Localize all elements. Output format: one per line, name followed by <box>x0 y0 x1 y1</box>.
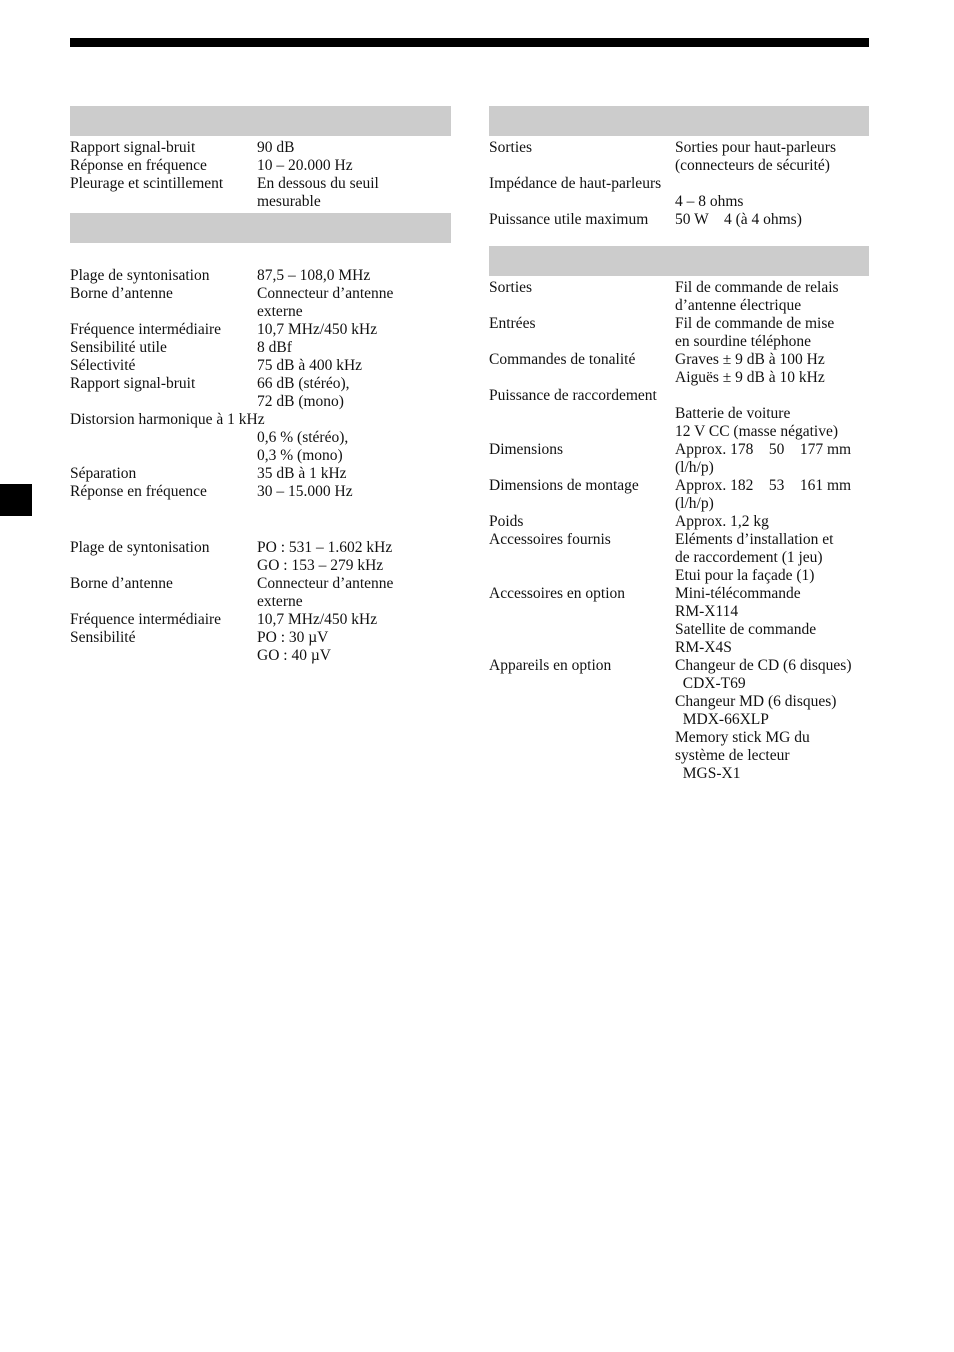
spec-value-line: Graves ± 9 dB à 100 Hz <box>675 351 825 368</box>
spec-value-line: 0,6 % (stéréo), <box>257 429 349 446</box>
spec-value-line: Batterie de voiture <box>675 405 791 422</box>
spec-value-line: 10,7 MHz/450 kHz <box>257 611 378 628</box>
spec-label: Sensibilité utile <box>70 339 167 356</box>
spec-value-line: en sourdine téléphone <box>675 333 812 350</box>
spec-label: Dimensions de montage <box>489 477 639 494</box>
spec-value-line: Approx. 182 53 161 mm <box>675 477 852 494</box>
spec-value-line: 10,7 MHz/450 kHz <box>257 321 378 338</box>
spec-row <box>70 139 451 157</box>
spec-value-line: 10 – 20.000 Hz <box>257 157 353 174</box>
spec-label: Entrées <box>489 315 536 332</box>
spec-label: Puissance de raccordement <box>489 387 657 404</box>
spec-value-line: Aiguës ± 9 dB à 10 kHz <box>675 369 825 386</box>
spec-value <box>675 315 869 351</box>
spec-value-line: 50 W 4 (à 4 ohms) <box>675 211 802 228</box>
spec-value <box>675 513 869 531</box>
spec-value <box>257 483 451 501</box>
spec-value-line <box>675 175 869 193</box>
spec-row <box>489 351 869 387</box>
spec-value-line: (l/h/p) <box>675 459 714 476</box>
spec-value-line: 4 – 8 ohms <box>675 193 744 210</box>
spec-row <box>489 513 869 531</box>
spec-row <box>70 157 451 175</box>
spec-row <box>70 575 451 611</box>
spec-row <box>489 139 869 175</box>
spec-label: Rapport signal-bruit <box>70 139 196 156</box>
spec-label: Distorsion harmonique à 1 kHz <box>70 411 265 428</box>
spec-label: Puissance utile maximum <box>489 211 649 228</box>
spec-value <box>675 657 869 783</box>
spec-label: Fréquence intermédiaire <box>70 321 222 338</box>
spec-value-line: Mini-télécommande <box>675 585 801 602</box>
spec-value-line: Fil de commande de relais <box>675 279 839 296</box>
spec-row <box>70 267 451 285</box>
general-specs <box>489 279 869 783</box>
spec-row <box>489 211 869 229</box>
spec-value-line: externe <box>257 593 303 610</box>
spec-value-line: (l/h/p) <box>675 495 714 512</box>
spec-value-line: 66 dB (stéréo), <box>257 375 350 392</box>
spec-row <box>70 539 451 575</box>
cassette-section-header <box>70 106 451 136</box>
spec-label: Accessoires fournis <box>489 531 611 548</box>
spec-value-line: CDX-T69 <box>675 675 746 692</box>
spec-row <box>489 279 869 315</box>
tuner-am-specs <box>70 539 451 665</box>
spec-value-line <box>675 387 869 405</box>
spec-label: Accessoires en option <box>489 585 626 602</box>
spec-value-line: 75 dB à 400 kHz <box>257 357 363 374</box>
spec-value <box>257 539 451 575</box>
spec-value <box>257 411 451 465</box>
spec-value <box>257 267 451 285</box>
spec-row <box>70 175 451 211</box>
spec-value-line: Approx. 1,2 kg <box>675 513 769 530</box>
spec-row <box>70 357 451 375</box>
spec-value <box>675 387 869 441</box>
spec-row <box>489 531 869 585</box>
spec-value <box>675 175 869 211</box>
spec-value-line: mesurable <box>257 193 321 210</box>
spec-label: Sélectivité <box>70 357 136 374</box>
spec-value-line: Changeur MD (6 disques) <box>675 693 837 710</box>
cassette-specs <box>70 139 451 211</box>
spec-value-line: 12 V CC (masse négative) <box>675 423 839 440</box>
spec-label: Sorties <box>489 279 533 296</box>
amplifier-specs <box>489 139 869 229</box>
spec-row <box>70 321 451 339</box>
spec-label: Appareils en option <box>489 657 612 674</box>
spec-value-line: RM-X114 <box>675 603 739 620</box>
spec-value-line: Connecteur d’antenne <box>257 285 394 302</box>
right-column <box>489 106 869 783</box>
spec-value <box>257 629 451 665</box>
spec-row <box>489 387 869 441</box>
spec-value-line: 35 dB à 1 kHz <box>257 465 347 482</box>
spec-value-line: En dessous du seuil <box>257 175 379 192</box>
spec-label: Fréquence intermédiaire <box>70 611 222 628</box>
spec-row <box>70 611 451 629</box>
spec-value-line: PO : 531 – 1.602 kHz <box>257 539 393 556</box>
top-rule <box>70 38 869 47</box>
spec-value-line: 0,3 % (mono) <box>257 447 343 464</box>
spec-value <box>257 139 451 157</box>
spec-value-line: 87,5 – 108,0 MHz <box>257 267 371 284</box>
spec-row <box>70 285 451 321</box>
spec-value <box>257 611 451 629</box>
left-column <box>70 106 451 665</box>
spec-row <box>489 477 869 513</box>
spec-label: Dimensions <box>489 441 564 458</box>
spec-value-line: Connecteur d’antenne <box>257 575 394 592</box>
spec-row <box>70 629 451 665</box>
side-tab-marker <box>0 484 32 516</box>
spec-value-line: de raccordement (1 jeu) <box>675 549 823 566</box>
spec-row <box>70 339 451 357</box>
spec-value-line: 72 dB (mono) <box>257 393 344 410</box>
spec-value-line: MGS-X1 <box>675 765 741 782</box>
spec-value <box>257 575 451 611</box>
spec-value-line: d’antenne électrique <box>675 297 802 314</box>
spec-label: Rapport signal-bruit <box>70 375 196 392</box>
spec-label: Sorties <box>489 139 533 156</box>
tuner-section-header <box>70 213 451 243</box>
spec-value-line: 30 – 15.000 Hz <box>257 483 353 500</box>
spec-value-line: PO : 30 µV <box>257 629 329 646</box>
spec-value <box>257 357 451 375</box>
spec-value <box>675 477 869 513</box>
spec-row <box>489 441 869 477</box>
spec-value-line: externe <box>257 303 303 320</box>
spec-value-line: GO : 153 – 279 kHz <box>257 557 384 574</box>
spec-value <box>257 175 451 211</box>
tuner-fm-specs <box>70 267 451 501</box>
spec-row <box>70 465 451 483</box>
spec-value-line: Etui pour la façade (1) <box>675 567 815 584</box>
spec-row <box>489 585 869 657</box>
spec-value-line: Eléments d’installation et <box>675 531 834 548</box>
spec-value <box>257 375 451 411</box>
spec-value-line: Approx. 178 50 177 mm <box>675 441 852 458</box>
spec-label: Impédance de haut-parleurs <box>489 175 662 192</box>
spec-value-line: Satellite de commande <box>675 621 817 638</box>
spec-value <box>675 441 869 477</box>
spec-value <box>675 351 869 387</box>
spec-value-line: GO : 40 µV <box>257 647 331 664</box>
spec-value <box>257 285 451 321</box>
spec-value <box>675 531 869 585</box>
spec-row <box>489 315 869 351</box>
spec-value-line: Sorties pour haut-parleurs <box>675 139 836 156</box>
spec-row <box>489 175 869 211</box>
spec-value <box>675 279 869 315</box>
amplifier-section-header <box>489 106 869 136</box>
spec-value-line: MDX-66XLP <box>675 711 769 728</box>
spec-label: Réponse en fréquence <box>70 157 207 174</box>
spec-value-line: Memory stick MG du <box>675 729 810 746</box>
spec-label: Plage de syntonisation <box>70 267 210 284</box>
spec-row <box>70 375 451 411</box>
spec-value <box>675 139 869 175</box>
general-section-header <box>489 246 869 276</box>
spec-label: Borne d’antenne <box>70 575 173 592</box>
spec-label: Réponse en fréquence <box>70 483 207 500</box>
spec-label: Séparation <box>70 465 137 482</box>
spec-value <box>257 465 451 483</box>
spec-row <box>489 657 869 783</box>
spec-label: Borne d’antenne <box>70 285 173 302</box>
spec-value <box>257 321 451 339</box>
spec-value-line: RM-X4S <box>675 639 732 656</box>
spec-value <box>675 585 869 657</box>
spec-value-line: système de lecteur <box>675 747 790 764</box>
spec-label: Commandes de tonalité <box>489 351 636 368</box>
spec-label: Pleurage et scintillement <box>70 175 224 192</box>
spec-value <box>257 157 451 175</box>
spec-value-line: (connecteurs de sécurité) <box>675 157 830 174</box>
spec-value-line: Changeur de CD (6 disques) <box>675 657 852 674</box>
spec-value <box>675 211 869 229</box>
spec-label: Poids <box>489 513 524 530</box>
spec-label: Sensibilité <box>70 629 136 646</box>
spec-label: Plage de syntonisation <box>70 539 210 556</box>
spec-value <box>257 339 451 357</box>
spec-value-line <box>257 411 451 429</box>
spec-row <box>70 483 451 501</box>
spec-row <box>70 411 451 465</box>
spec-value-line: 8 dBf <box>257 339 292 356</box>
spec-value-line: Fil de commande de mise <box>675 315 835 332</box>
spec-value-line: 90 dB <box>257 139 295 156</box>
